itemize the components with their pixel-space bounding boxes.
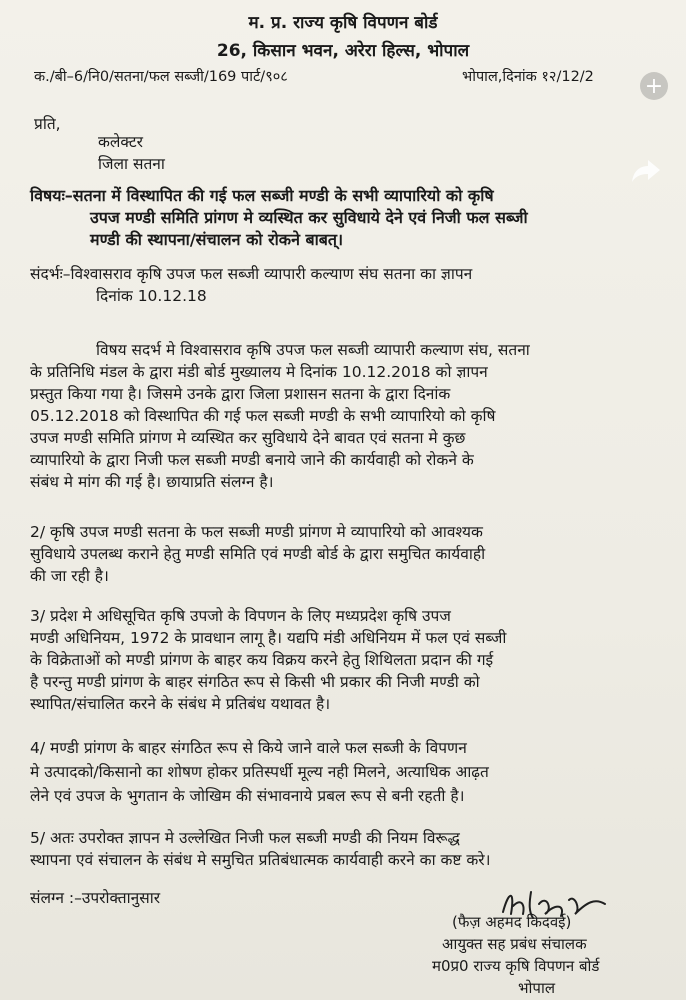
para1-line7: संबंध मे मांग की गई है। छायाप्रति संलग्न है। bbox=[30, 473, 274, 491]
para2-line2: सुविधाये उपलब्ध कराने हेतु मण्डी समिति एवं मण्डी बोर्ड के द्वारा समुचित कार्यवाही bbox=[30, 545, 486, 563]
letter-date: भोपाल,दिनांक १२/12/2 bbox=[462, 69, 594, 85]
para4-line1: 4/ मण्डी प्रांगण के बाहर संगठित रूप से किये जाने वाले फल सब्जी के विपणन bbox=[30, 739, 467, 757]
para3-line2: मण्डी अधिनियम, 1972 के प्रावधान लागू है। यद्यपि मंडी अधिनियम में फल एवं सब्जी bbox=[30, 629, 507, 647]
recipient-prefix: प्रति, bbox=[34, 115, 61, 133]
reference-line2: दिनांक 10.12.18 bbox=[96, 287, 207, 305]
subject-line2: उपज मण्डी समिति प्रांगण मे व्यस्थित कर सुविधाये देने एवं निजी फल सब्जी bbox=[90, 208, 528, 227]
para5-line1: 5/ अतः उपरोक्त ज्ञापन मे उल्लेखित निजी फल सब्जी मण्डी की नियम विरूद्ध bbox=[30, 829, 460, 847]
para3-line1: 3/ प्रदेश मे अधिसूचित कृषि उपजो के विपणन के लिए मध्यप्रदेश कृषि उपज bbox=[30, 607, 451, 625]
subject-line3: मण्डी की स्थापना/संचालन को रोकने बाबत्। bbox=[90, 230, 344, 249]
para5-line2: स्थापना एवं संचालन के संबंध मे समुचित प्रतिबंधात्मक कार्यवाही करने का कष्ट करे। bbox=[30, 851, 491, 869]
plus-icon[interactable]: + bbox=[640, 72, 668, 100]
para4-line2: मे उत्पादको/किसानो का शोषण होकर प्रतिस्पर्धी मूल्य नही मिलने, अत्याधिक आढ़त bbox=[30, 763, 489, 781]
signatory-title: आयुक्त सह प्रबंध संचालक bbox=[442, 935, 587, 953]
org-address: 26, किसान भवन, अरेरा हिल्स, भोपाल bbox=[216, 41, 470, 61]
para1-line1: विषय सदर्भ मे विश्वासराव कृषि उपज फल सब्जी व्यापारी कल्याण संघ, सतना bbox=[96, 341, 530, 359]
para1-line4: 05.12.2018 को विस्थापित की गई फल सब्जी मण्डी के सभी व्यापारियो को कृषि bbox=[30, 407, 496, 425]
org-header: म. प्र. राज्य कृषि विपणन बोर्ड bbox=[248, 13, 438, 33]
para4-line3: लेने एवं उपज के भुगतान के जोखिम की संभावनाये प्रबल रूप से बनी रहती है। bbox=[30, 787, 465, 805]
signatory-name: (फैज़ अहमद किदवई) bbox=[452, 913, 572, 931]
para1-line3: प्रस्तुत किया गया है। जिसमे उनके द्वारा जिला प्रशासन सतना के द्वारा दिनांक bbox=[30, 385, 451, 403]
para1-line6: व्यापारियो के द्वारा निजी फल सब्जी मण्डी बनाये जाने की कार्यवाही को रोकने के bbox=[30, 451, 474, 469]
subject-line1: विषयः–सतना में विस्थापित की गई फल सब्जी मण्डी के सभी व्यापारियो को कृषि bbox=[30, 186, 494, 205]
recipient-line2: जिला सतना bbox=[98, 155, 165, 173]
para3-line3: के विक्रेताओं को मण्डी प्रांगण के बाहर कय विक्रय करने हेतु शिथिलता प्रदान की गई bbox=[30, 651, 494, 669]
reference-line1: संदर्भः–विश्वासराव कृषि उपज फल सब्जी व्यापारी कल्याण संघ सतना का ज्ञापन bbox=[30, 265, 473, 283]
recipient-line1: कलेक्टर bbox=[98, 133, 144, 151]
signatory-city: भोपाल bbox=[518, 979, 556, 997]
signatory-org: म0प्र0 राज्य कृषि विपणन बोर्ड bbox=[432, 957, 600, 975]
para2-line1: 2/ कृषि उपज मण्डी सतना के फल सब्जी मण्डी प्रांगण मे व्यापारियो को आवश्यक bbox=[30, 523, 483, 541]
para1-line2: के प्रतिनिधि मंडल के द्वारा मंडी बोर्ड मुख्यालय मे दिनांक 10.12.2018 को ज्ञापन bbox=[30, 363, 488, 381]
para1-line5: उपज मण्डी समिति प्रांगण मे व्यस्थित कर सुविधाये देने बावत एवं सतना मे कुछ bbox=[30, 429, 466, 447]
para3-line4: है परन्तु मण्डी प्रांगण के बाहर संगठित रूप से किसी भी प्रकार की निजी मण्डी को bbox=[30, 673, 480, 691]
enclosure-note: संलग्न :–उपरोक्तानुसार bbox=[30, 889, 161, 907]
share-arrow-icon[interactable] bbox=[628, 152, 664, 188]
para2-line3: की जा रही है। bbox=[30, 567, 109, 585]
para3-line5: स्थापित/संचालित करने के संबंध मे प्रतिबंध यथावत है। bbox=[30, 695, 331, 713]
reference-number: क./बी–6/नि0/सतना/फल सब्जी/169 पार्ट/९०८ bbox=[34, 69, 288, 85]
